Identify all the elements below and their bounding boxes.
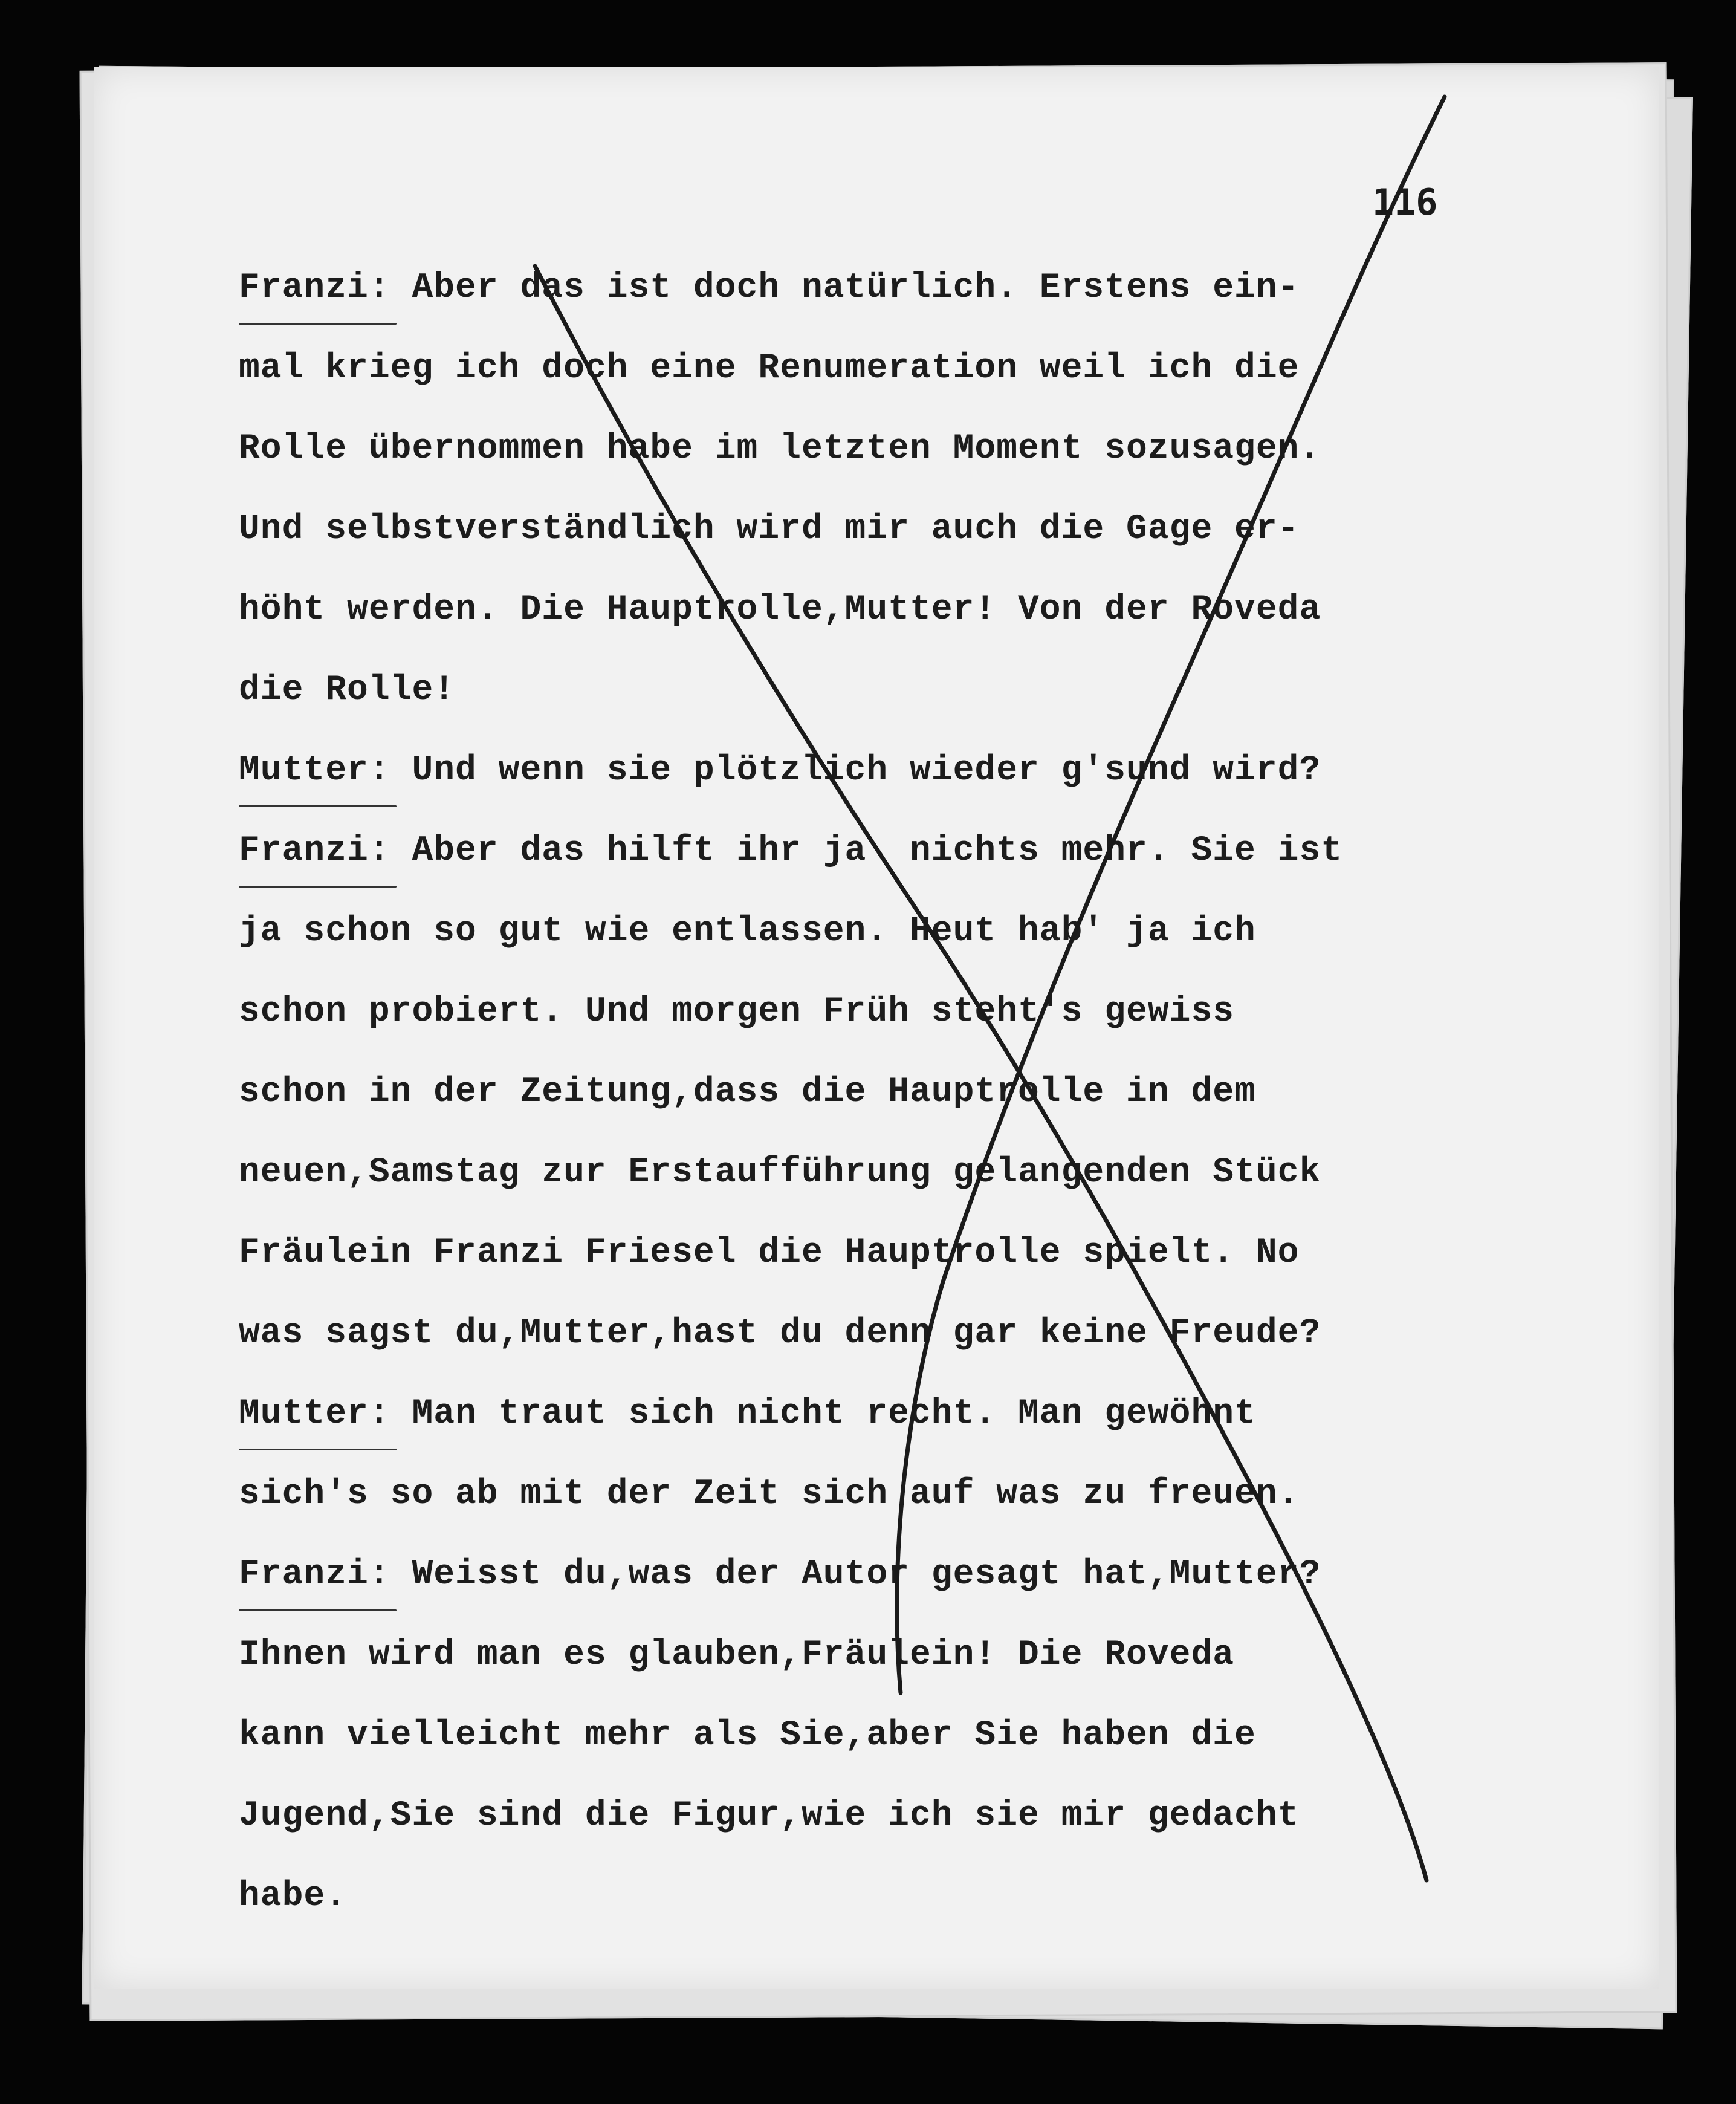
line-text: kann vielleicht mehr als Sie,aber Sie haben die (239, 1716, 1256, 1755)
text-line (239, 1615, 1629, 1695)
speaker-label: Franzi: (239, 1534, 390, 1615)
speaker-label: Franzi: (239, 811, 390, 891)
line-text: Ihnen wird man es glauben,Fräulein! Die Roveda (239, 1635, 1235, 1675)
text-line (239, 1695, 1629, 1776)
line-text: was sagst du,Mutter,hast du denn gar keine Freude? (239, 1314, 1321, 1353)
page-number: 116 (1372, 181, 1438, 224)
line-text: Aber das ist doch natürlich. Erstens ein- (390, 268, 1300, 308)
text-line (239, 248, 1629, 328)
text-line (239, 1454, 1629, 1534)
line-text: neuen,Samstag zur Erstaufführung gelangenden Stück (239, 1153, 1321, 1192)
line-text: sich's so ab mit der Zeit sich auf was zu freuen. (239, 1475, 1300, 1514)
text-line (239, 811, 1629, 891)
line-text: Fräulein Franzi Friesel die Hauptrolle spielt. No (239, 1233, 1300, 1273)
line-text: ja schon so gut wie entlassen. Heut hab' ja ich (239, 912, 1256, 951)
text-line (239, 409, 1629, 489)
line-text: habe. (239, 1877, 348, 1916)
text-line (239, 1776, 1629, 1856)
speaker-label: Mutter: (239, 730, 390, 811)
text-line (239, 972, 1629, 1052)
text-line (239, 570, 1629, 650)
text-line (239, 891, 1629, 972)
text-line (239, 1293, 1629, 1374)
text-line (239, 1534, 1629, 1615)
text-line (239, 1132, 1629, 1213)
line-text: höht werden. Die Hauptrolle,Mutter! Von der Roveda (239, 590, 1321, 629)
text-line (239, 489, 1629, 570)
speaker-label: Mutter: (239, 1374, 390, 1454)
text-line (239, 650, 1629, 730)
text-line (239, 328, 1629, 409)
text-line (239, 730, 1629, 811)
text-line (239, 1856, 1629, 1937)
text-line (239, 1052, 1629, 1132)
line-text: mal krieg ich doch eine Renumeration weil ich die (239, 349, 1300, 388)
line-text: Und wenn sie plötzlich wieder g'sund wird? (390, 751, 1321, 790)
line-text: Jugend,Sie sind die Figur,wie ich sie mir gedacht (239, 1796, 1300, 1836)
line-text: schon probiert. Und morgen Früh steht's gewiss (239, 992, 1235, 1031)
line-text: Weisst du,was der Autor gesagt hat,Mutter? (390, 1555, 1321, 1594)
line-text: die Rolle! (239, 670, 456, 710)
line-text: Und selbstverständlich wird mir auch die Gage er- (239, 510, 1300, 549)
text-line (239, 1374, 1629, 1454)
speaker-label: Franzi: (239, 248, 390, 328)
line-text: Aber das hilft ihr ja nichts mehr. Sie ist (390, 831, 1343, 871)
line-text: Rolle übernommen habe im letzten Moment sozusagen. (239, 429, 1321, 469)
line-text: schon in der Zeitung,dass die Hauptrolle in dem (239, 1073, 1256, 1112)
line-text: Man traut sich nicht recht. Man gewöhnt (390, 1394, 1256, 1434)
text-line (239, 1213, 1629, 1293)
script-text (239, 248, 1629, 1937)
